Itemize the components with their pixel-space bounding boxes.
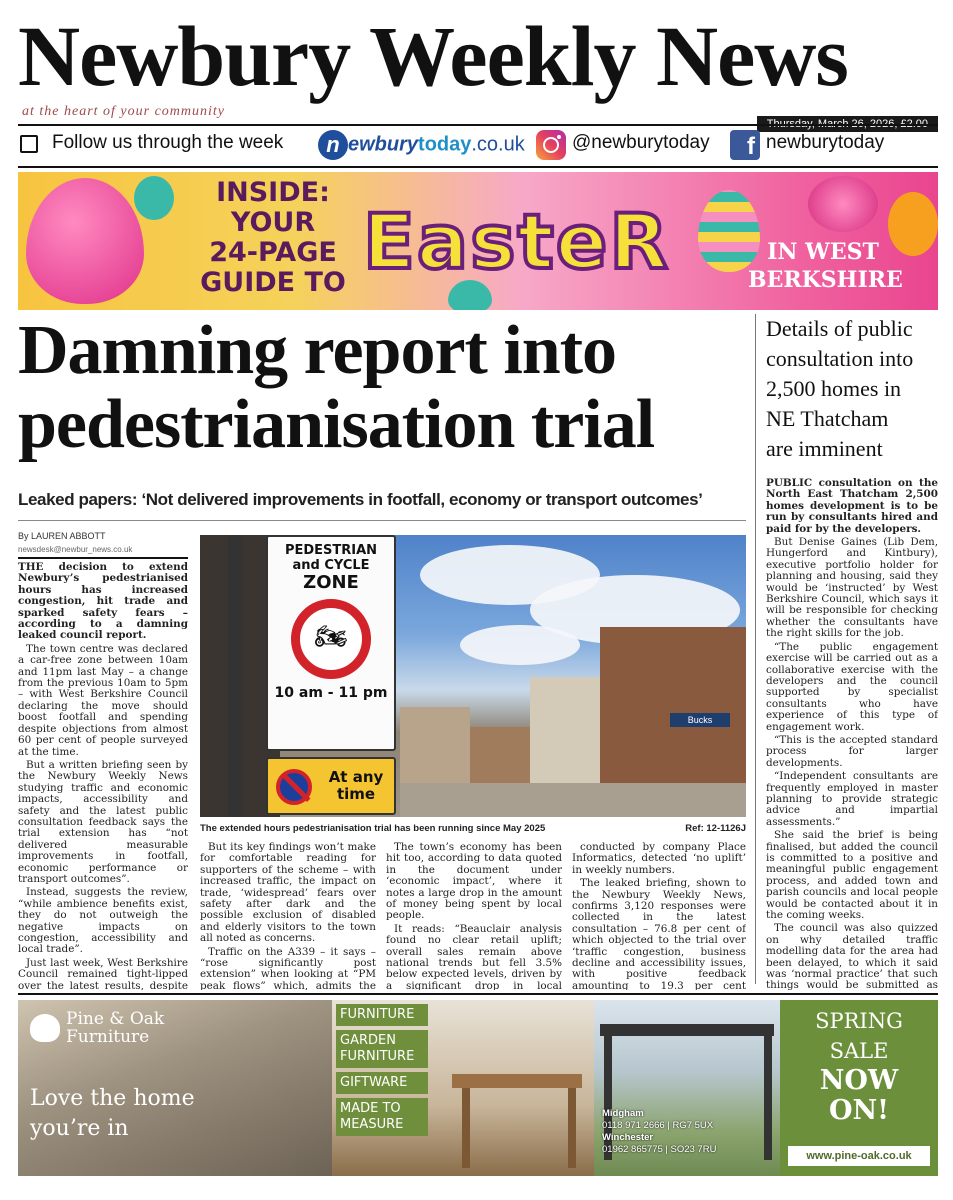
facebook-handle[interactable]: newburytoday	[766, 132, 885, 153]
spring-sale-panel	[780, 1000, 938, 1176]
sign-zone: ZONE	[303, 572, 359, 593]
newburytoday-link[interactable]	[318, 130, 525, 160]
sign-title-line: PEDESTRIAN	[284, 543, 378, 558]
banner-inside-line: 24-PAGE	[209, 237, 337, 268]
banner-inside-text	[178, 178, 368, 298]
table-leg	[568, 1088, 576, 1168]
author-email[interactable]: newsdesk@newbur_news.co.uk	[18, 545, 133, 554]
pine-oak-advert[interactable]	[18, 1000, 938, 1180]
table-shape	[452, 1074, 582, 1088]
author-name: By LAUREN ABBOTT	[18, 531, 106, 541]
store-name: Winchester	[602, 1132, 654, 1143]
facebook-icon: f	[730, 130, 760, 160]
category-tile: MADE TO MEASURE	[336, 1098, 428, 1136]
site-name-part2: today	[418, 133, 472, 156]
pergola-shape	[600, 1024, 774, 1036]
category-tile: GARDEN FURNITURE	[336, 1030, 428, 1068]
cloud-shape	[460, 625, 580, 665]
story-paragraph: “The public engagement exercise will be carried out as a collaborative exercise with the developers and the council supported by specialist consultants who have experience of this type of engagement work.	[766, 640, 938, 733]
lead-standfirst: Leaked papers: ‘Not delivered improvements in footfall, economy or transport outcomes’	[18, 490, 703, 509]
advert-brand	[30, 1010, 164, 1046]
site-name-part1: ewbury	[348, 133, 419, 156]
slogan-line: Love the home	[30, 1086, 195, 1111]
headline-line: Damning report into	[18, 312, 617, 389]
checkbox-icon	[20, 135, 38, 153]
no-waiting-icon	[276, 769, 312, 805]
side-story-body	[766, 478, 938, 990]
shop-sign: Bucks	[670, 713, 730, 727]
sign-pole	[228, 535, 242, 817]
sign-title	[268, 543, 394, 573]
photo-caption	[200, 823, 746, 834]
sale-line: ON!	[828, 1095, 890, 1126]
category-tile: FURNITURE	[336, 1004, 428, 1026]
side-headline-line: 2,500 homes in	[766, 376, 902, 401]
byline	[18, 530, 188, 556]
easter-egg-icon	[26, 178, 144, 304]
lead-headline[interactable]	[18, 314, 746, 462]
story-paragraph: THE decision to extend Newbury’s pedestrianised hours has increased congestion, hit trade and sparked safety fears – according to a damning leaked council report.	[18, 562, 188, 642]
newburytoday-logo-icon: n	[318, 130, 348, 160]
brand-line: Furniture	[66, 1027, 150, 1047]
banner-location-text	[748, 238, 903, 294]
side-headline-line: consultation into	[766, 346, 914, 371]
sign2-text	[320, 769, 392, 803]
pergola-post	[764, 1036, 772, 1160]
story-paragraph: But Denise Gaines (Lib Dem, Hungerford and Kintbury), executive portfolio holder for planning and housing, said they would be ‘instructed’ by West Berkshire Council, which says it will be responsible for checking whether the consultants have the right skills for the job.	[766, 536, 938, 640]
side-headline-line: NE Thatcham	[766, 406, 889, 431]
banner-inside-line: INSIDE:	[216, 177, 330, 208]
caption-text: The extended hours pedestrianisation trial has been running since May 2025	[200, 823, 546, 834]
story-paragraph: The town’s economy has been hit too, according to data quoted in the document under ‘economic impact’, where it notes a large drop in the amount of money being spent by local people.	[386, 842, 562, 922]
newspaper-tagline: at the heart of your community	[22, 104, 226, 119]
store-addresses	[602, 1108, 716, 1156]
story-paragraph: The town centre was declared a car-free zone between 10am and 11pm last May – a change from the previous 10am to 5pm – with West Berkshire Council declaring the move should boost footfall and spending despite objections from almost 60 per cent of people surveyed at the time.	[18, 642, 188, 758]
lead-story-column-2	[200, 842, 376, 990]
sale-text	[780, 1006, 938, 1126]
advert-dining-panel	[332, 1000, 594, 1176]
brand-line: Pine & Oak	[66, 1009, 165, 1029]
story-paragraph: Instead, suggests the review, “while ambience benefits exist, they do not outweigh the negative impacts on congestion, accessibility and local trade”.	[18, 886, 188, 956]
banner-location-line: IN WEST	[767, 239, 879, 265]
lead-photo[interactable]	[200, 535, 746, 817]
banner-location-line: BERKSHIRE	[748, 267, 903, 293]
store-name: Midgham	[602, 1108, 644, 1119]
story-paragraph: It reads: “Beauclair analysis found no clear retail uplift; overall sales remain above national trends but fell 3.5% below expected levels, driven by a significant drop in local	[386, 922, 562, 990]
no-motor-vehicles-icon: 🏍	[291, 599, 371, 679]
slogan-line: you’re in	[30, 1116, 129, 1141]
side-headline-line: Details of public	[766, 316, 913, 341]
pedestrian-zone-sign	[266, 535, 396, 751]
no-waiting-sign	[266, 757, 396, 815]
column-divider	[755, 314, 756, 984]
instagram-icon	[536, 130, 566, 160]
side-headline-line: are imminent	[766, 436, 883, 461]
advert-lifestyle-panel	[18, 1000, 332, 1176]
advert-rule	[18, 993, 938, 995]
masthead-rule	[18, 124, 938, 126]
sale-line: NOW	[819, 1065, 899, 1096]
banner-inside-line: YOUR	[230, 207, 316, 238]
street-pavement	[400, 783, 746, 817]
story-paragraph: But its key findings won’t make for comfortable reading for supporters of the scheme – with increased traffic, the impact on trade, ‘widespread’ fears over safety after dark and the possible exclusion of disabled and elderly visitors to the town all noted as concerns.	[200, 842, 376, 945]
story-paragraph: But a written briefing seen by the Newbury Weekly News studying traffic and economic impacts, accessibility and safety and the latest public consultation feedback says the trial extension has “not delivered measurable improvements in footfall, economic performance or transport outcomes”.	[18, 758, 188, 885]
tree-logo-icon	[30, 1014, 60, 1042]
story-paragraph: Just last week, West Berkshire Council remained tight-lipped over the latest results, despite	[18, 956, 188, 990]
headline-rule	[18, 520, 746, 521]
advert-slogan	[30, 1084, 195, 1144]
advert-categories	[336, 1004, 428, 1140]
masthead	[18, 8, 938, 128]
banner-easter-word: EasteR	[363, 197, 670, 286]
site-name-part3: .co.uk	[471, 133, 525, 156]
social-strip	[18, 128, 938, 164]
banner-inside-line: GUIDE TO	[200, 267, 346, 298]
newspaper-title: Newbury Weekly News	[18, 8, 848, 104]
social-rule	[18, 166, 938, 168]
story-paragraph: The leaked briefing, shown to the Newbury Weekly News, confirms 3,120 responses were collected in the latest consultation – 76.8 per cent of which objected to the trial over ‘traffic congestion, business decline and accessibility issues, with positive feedback amounting to 19.3 per cent	[572, 877, 746, 990]
sale-line: SALE	[829, 1039, 889, 1063]
sign-hours: 10 am - 11 pm	[274, 685, 388, 701]
story-paragraph: Traffic on the A339 – it says – “rose significantly post extension” when looking at “PM peak flows” which, admits the	[200, 945, 376, 990]
sign2-line: At any	[328, 768, 384, 786]
store-contact: 01962 865775 | SO23 7RU	[602, 1144, 717, 1155]
story-paragraph: She said the brief is being finalised, but added the council is committed to a positive and meaningful public engagement process, and added town and parish councils and local people would be contacted about it in the coming weeks.	[766, 829, 938, 922]
easter-egg-icon	[808, 176, 878, 232]
lead-story-column-4	[572, 842, 746, 990]
category-tile: GIFTWARE	[336, 1072, 428, 1094]
advert-garden-panel	[594, 1000, 780, 1176]
story-paragraph: conducted by company Place Informatics, detected ‘no uplift’ in weekly numbers.	[572, 842, 746, 876]
photo-ref: Ref: 12-1126J	[685, 823, 746, 834]
sign2-line: time	[336, 785, 376, 803]
instagram-handle[interactable]: @newburytoday	[572, 132, 710, 153]
story-paragraph: “This is the accepted standard process for larger developments.	[766, 733, 938, 769]
story-paragraph: “Independent consultants are frequently employed in master planning to provide strategic advice and impartial assessments.”	[766, 770, 938, 828]
sign-title-line: and CYCLE	[292, 558, 370, 573]
follow-text: Follow us through the week	[52, 132, 284, 153]
story-paragraph: PUBLIC consultation on the North East Thatcham 2,500 homes development is to be run by consultants hired and paid for by the developers.	[766, 478, 938, 535]
flower-icon	[134, 176, 174, 220]
table-leg	[462, 1088, 470, 1168]
headline-line: pedestrianisation trial	[18, 386, 655, 463]
side-headline[interactable]	[766, 314, 938, 464]
story-paragraph: The council was also quizzed on why detailed traffic modelling data for the area had been delayed, to which it said was ‘normal practice’ that such things would be submitted as	[766, 922, 938, 990]
advert-url[interactable]: www.pine-oak.co.uk	[788, 1146, 930, 1166]
lead-story-column-1	[18, 562, 188, 990]
byline-rule	[18, 557, 188, 559]
lead-story-column-3	[386, 842, 562, 990]
easter-guide-banner[interactable]	[18, 172, 938, 310]
sale-line: SPRING	[815, 1009, 903, 1033]
store-contact: 0118 971 2666 | RG7 5UX	[602, 1120, 714, 1131]
